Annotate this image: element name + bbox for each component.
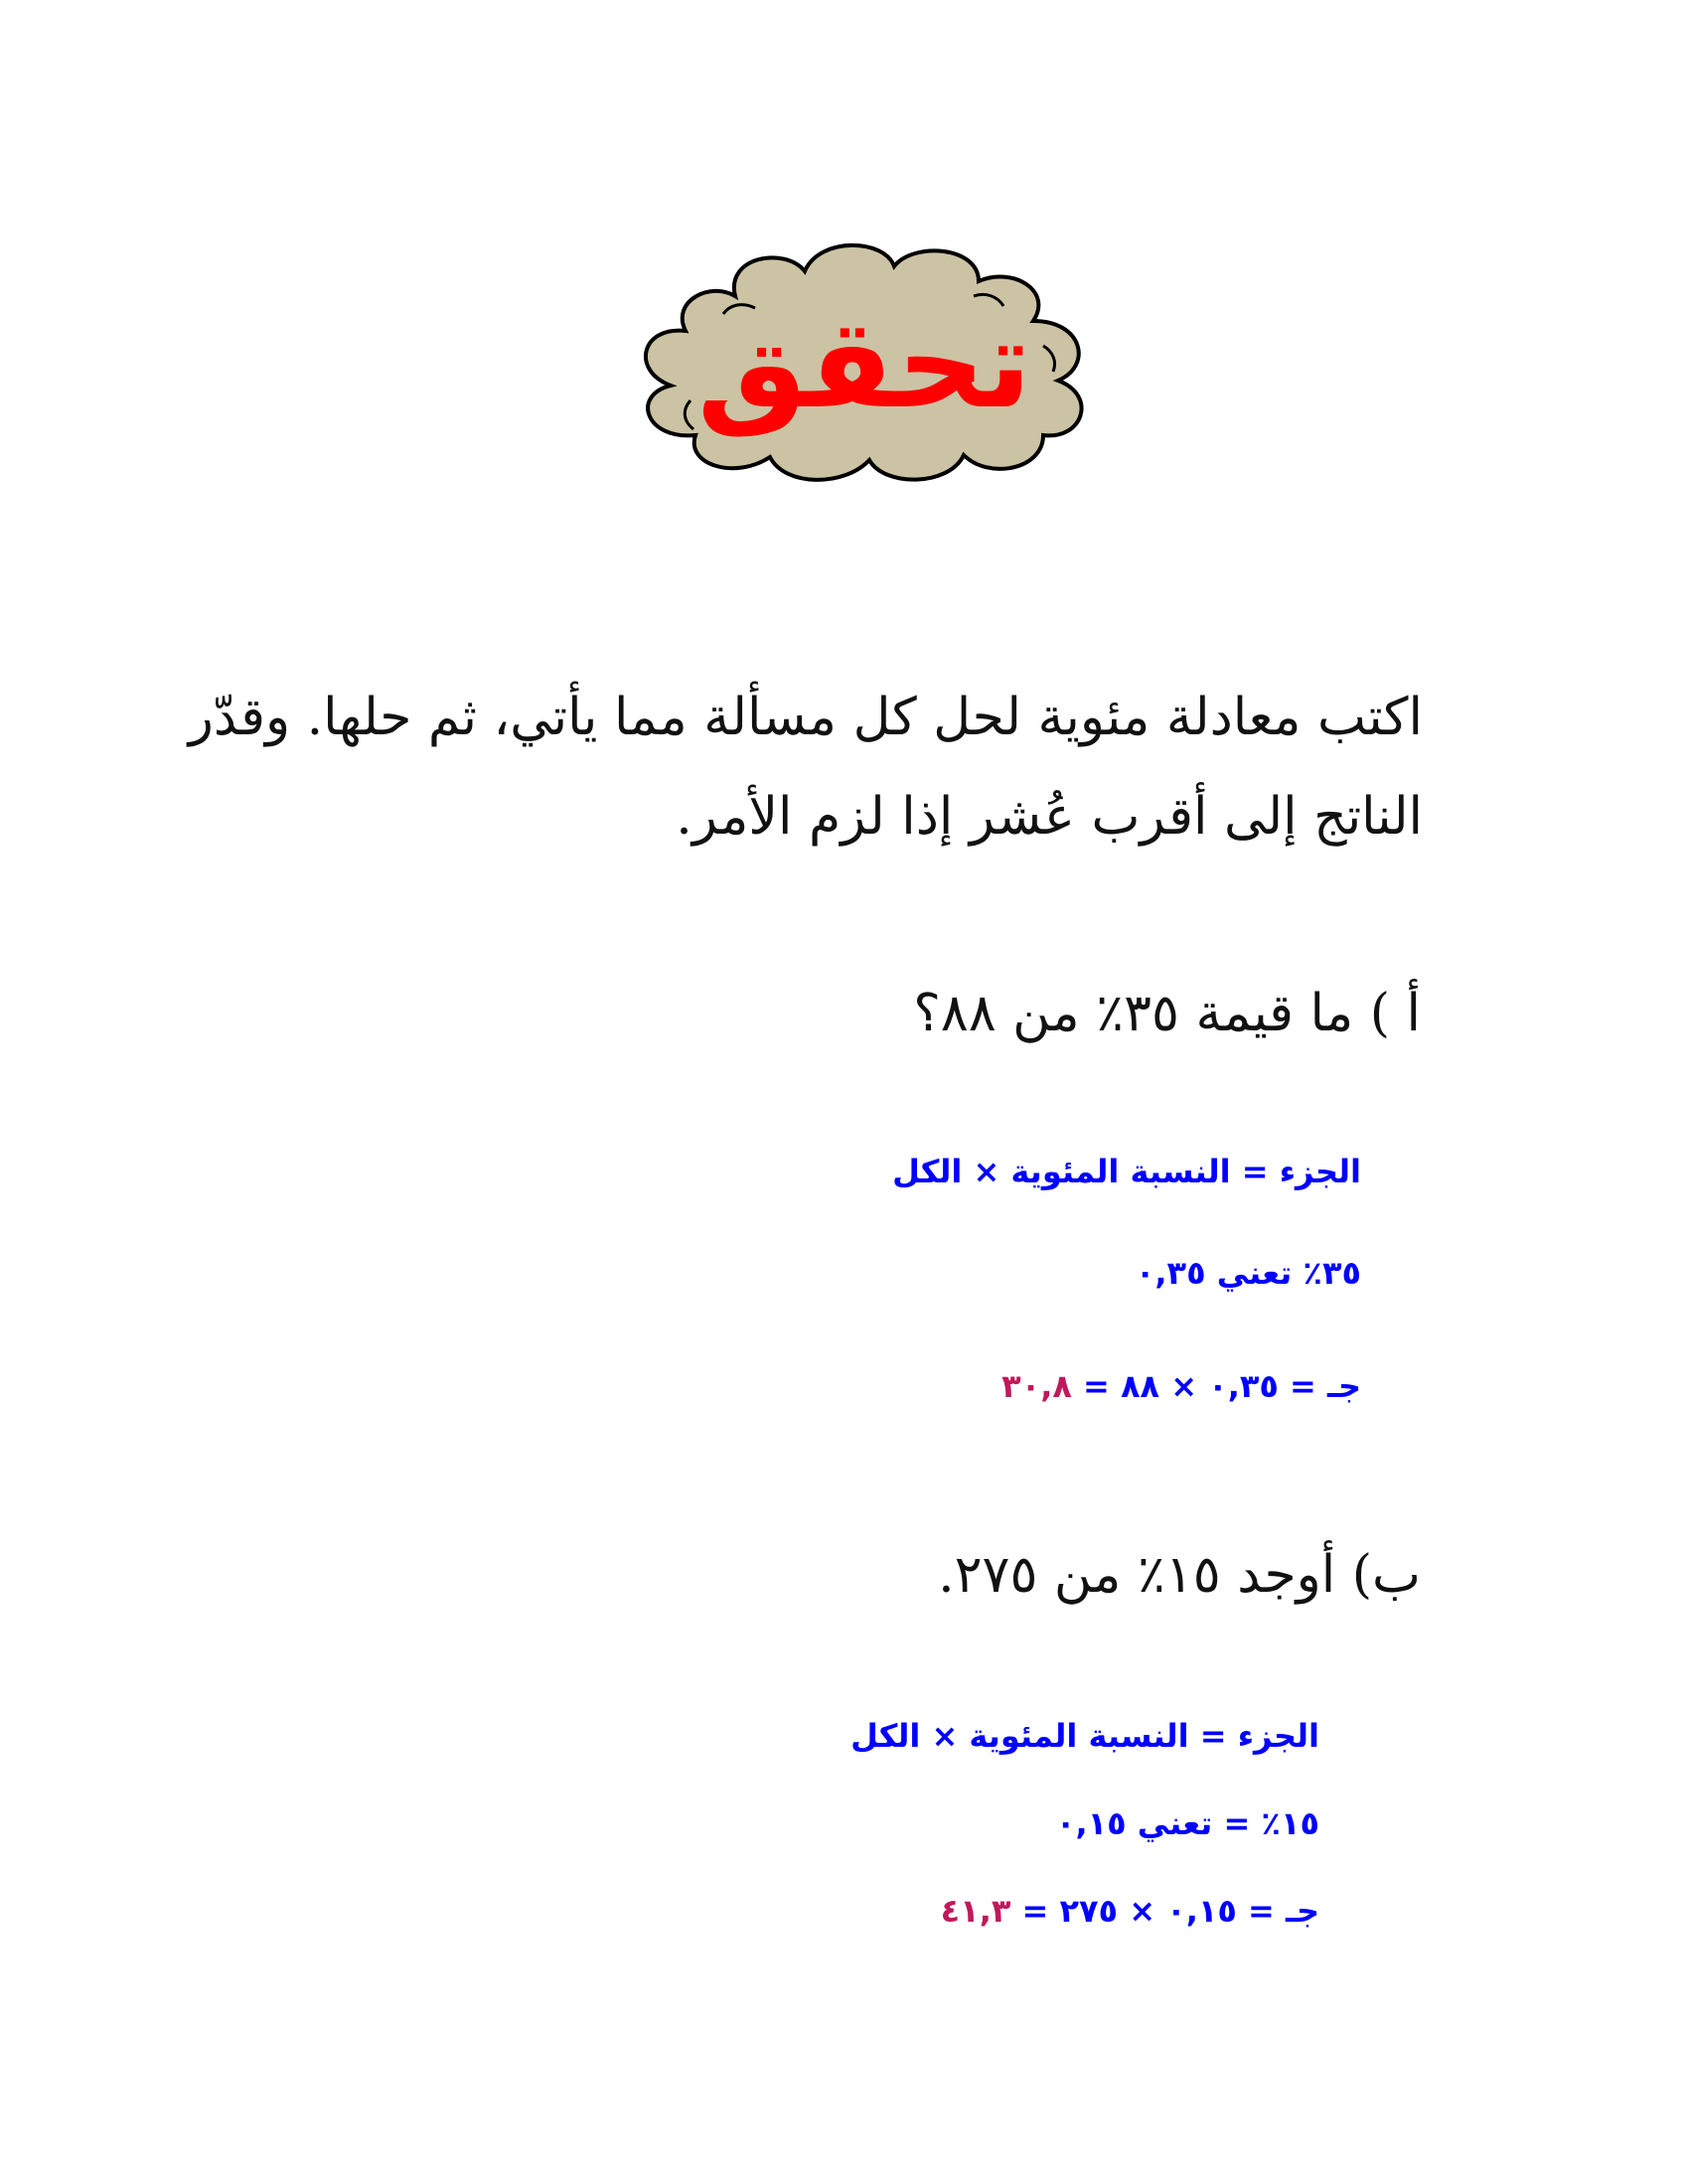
solution-a-formula: الجزء = النسبة المئوية × الكل [892, 1153, 1361, 1190]
solution-b-answer: ٤١,٣ [940, 1892, 1011, 1930]
solution-a-calculation [1001, 1367, 1361, 1405]
solution-b-calculation [941, 1892, 1319, 1930]
instruction-text: اكتب معادلة مئوية لحل كل مسألة مما يأتي، ثم حلها. وقدّر الناتج إلى أقرب عُشر إذا لزم الأمر. [188, 688, 1423, 847]
solution-a-conversion: ٣٥٪ تعني ٠,٣٥ [1135, 1254, 1361, 1292]
solution-b-conversion: ١٥٪ = تعني ٠,١٥ [1055, 1804, 1319, 1842]
solution-b-calc-expression: جـ = ٠,١٥ × ٢٧٥ = [1010, 1892, 1319, 1930]
question-a: أ ) ما قيمة ٣٥٪ من ٨٨؟ [913, 984, 1421, 1043]
question-b: ب) أوجد ١٥٪ من ٢٧٥. [938, 1545, 1421, 1605]
solution-a-answer: ٣٠,٨ [1001, 1367, 1072, 1405]
solution-a-calc-expression: جـ = ٠,٣٥ × ٨٨ = [1071, 1367, 1361, 1405]
page-title: تحقق [696, 293, 1032, 436]
solution-b-formula: الجزء = النسبة المئوية × الكل [850, 1717, 1319, 1755]
title-cloud [616, 227, 1113, 495]
